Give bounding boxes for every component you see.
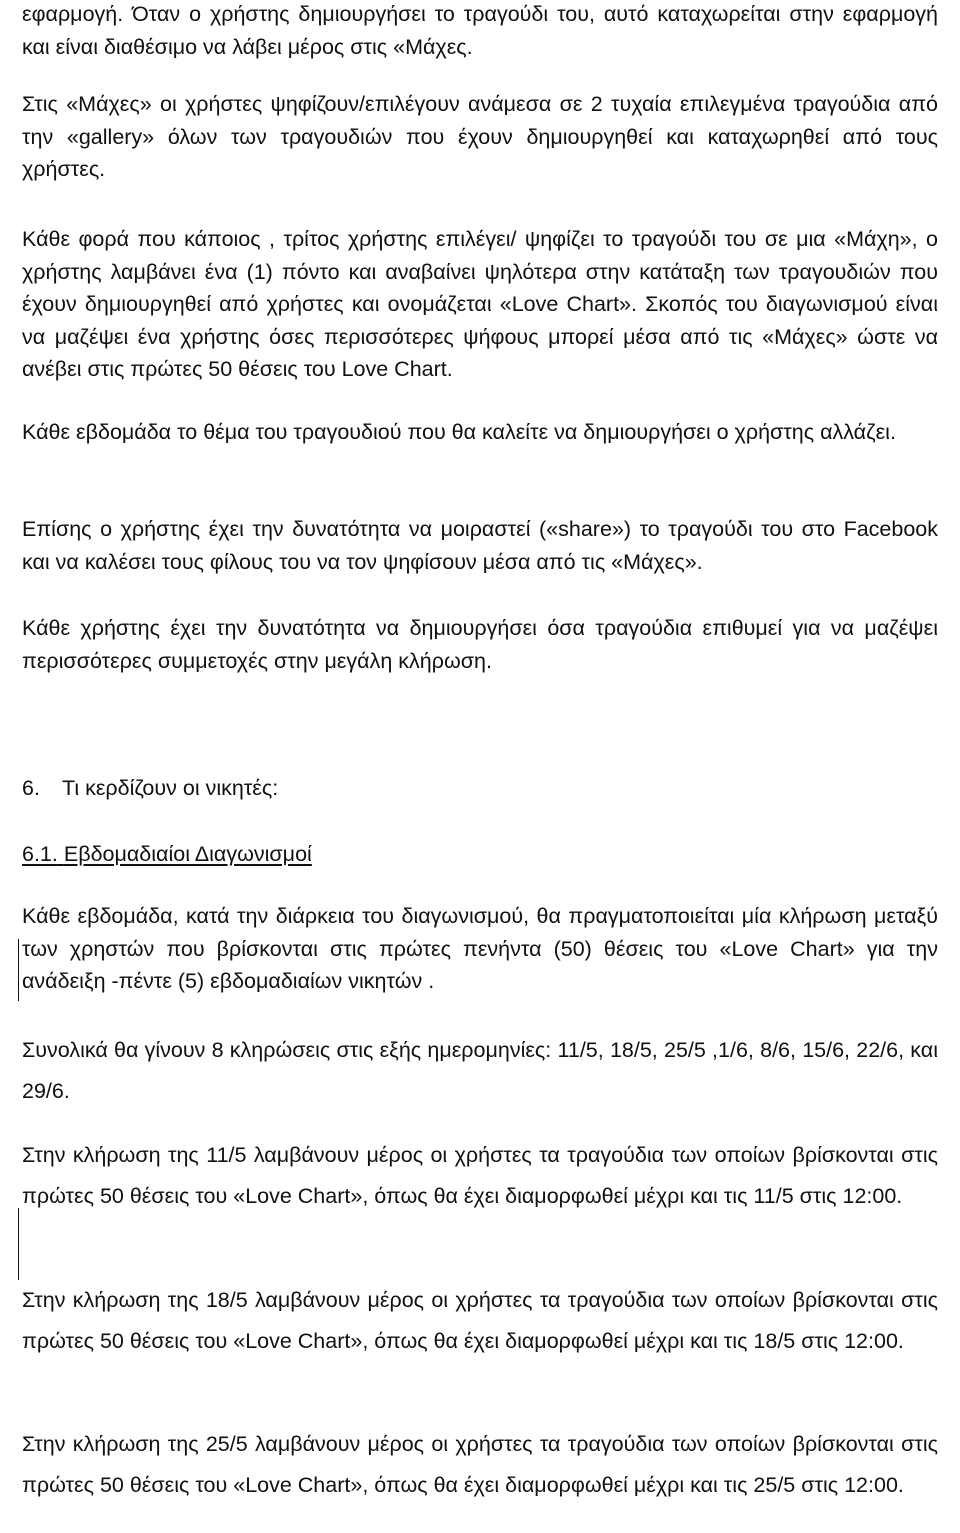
intro-paragraph-5: Επίσης ο χρήστης έχει την δυνατότητα να μοιραστεί («share») το τραγούδι του στο Facebook και να καλέσει τους φίλους του να τον ψηφίσουν μέσα από τις «Μάχες». [22,517,938,574]
change-bar [18,1208,19,1280]
intro-paragraph-2: Στις «Μάχες» οι χρήστες ψηφίζουν/επιλέγουν ανάμεσα σε 2 τυχαία επιλεγμένα τραγούδια από την «gallery» όλων των τραγουδιών που έχουν δημιουργηθεί και καταχωρηθεί από τους χρήστες. [22,92,938,181]
weekly-paragraph-4: Στην κλήρωση της 18/5 λαμβάνουν μέρος οι χρήστες τα τραγούδια των οποίων βρίσκονται στις πρώτες 50 θέσεις του «Love Chart», όπως θα έχει διαμορφωθεί μέχρι και τις 18/5 στις 12:00. [22,1288,938,1353]
section-6-1-heading [22,839,312,869]
section-6-1-number: 6.1. [22,842,58,866]
intro-paragraph-3: Κάθε φορά που κάποιος , τρίτος χρήστης επιλέγει/ ψηφίζει το τραγούδι του σε μια «Μάχη», ο χρήστης λαμβάνει ένα (1) πόντο και αναβαίνει ψηλότερα στην κατάταξη των τραγουδιών που έχουν δημιουργηθεί από χρήστες και ονομάζεται «Love Chart». Σκοπός του διαγωνισμού είναι να μαζέψει ένα χρήστης όσες περισσότερες ψήφους μπορεί μέσα από τις «Μάχες» ώστε να ανέβει στις πρώτες 50 θέσεις του Love Chart. [22,227,938,381]
intro-paragraph-6: Κάθε χρήστης έχει την δυνατότητα να δημιουργήσει όσα τραγούδια επιθυμεί για να μαζέψει περισσότερες συμμετοχές στην μεγάλη κλήρωση. [22,616,938,673]
section-6-heading [22,773,278,803]
weekly-paragraph-1: Κάθε εβδομάδα, κατά την διάρκεια του διαγωνισμού, θα πραγματοποιείται μία κλήρωση μεταξύ των χρηστών που βρίσκονται στις πρώτες πενήντα (50) θέσεις του «Love Chart» για την ανάδειξη -πέντε (5) εβδομαδιαίων νικητών . [22,904,938,993]
section-6-1-title: Εβδομαδιαίοι Διαγωνισμοί [63,842,312,866]
change-bar [18,939,19,1001]
intro-paragraph-4: Κάθε εβδομάδα το θέμα του τραγουδιού που θα καλείτε να δημιουργήσει ο χρήστης αλλάζει. [22,420,896,444]
weekly-paragraph-2: Συνολικά θα γίνουν 8 κληρώσεις στις εξής ημερομηνίες: 11/5, 18/5, 25/5 ,1/6, 8/6, 15/6, 22/6, και 29/6. [22,1038,938,1103]
intro-paragraph-1: εφαρμογή. Όταν ο χρήστης δημιουργήσει το τραγούδι του, αυτό καταχωρείται στην εφαρμογή και είναι διαθέσιμο να λάβει μέρος στις «Μάχες. [22,2,938,59]
weekly-paragraph-5: Στην κλήρωση της 25/5 λαμβάνουν μέρος οι χρήστες τα τραγούδια των οποίων βρίσκονται στις πρώτες 50 θέσεις του «Love Chart», όπως θα έχει διαμορφωθεί μέχρι και τις 25/5 στις 12:00. [22,1432,938,1497]
section-6-number: 6. [22,776,40,800]
section-6-title: Τι κερδίζουν οι νικητές: [62,776,279,800]
weekly-paragraph-3: Στην κλήρωση της 11/5 λαμβάνουν μέρος οι χρήστες τα τραγούδια των οποίων βρίσκονται στις πρώτες 50 θέσεις του «Love Chart», όπως θα έχει διαμορφωθεί μέχρι και τις 11/5 στις 12:00. [22,1143,938,1208]
